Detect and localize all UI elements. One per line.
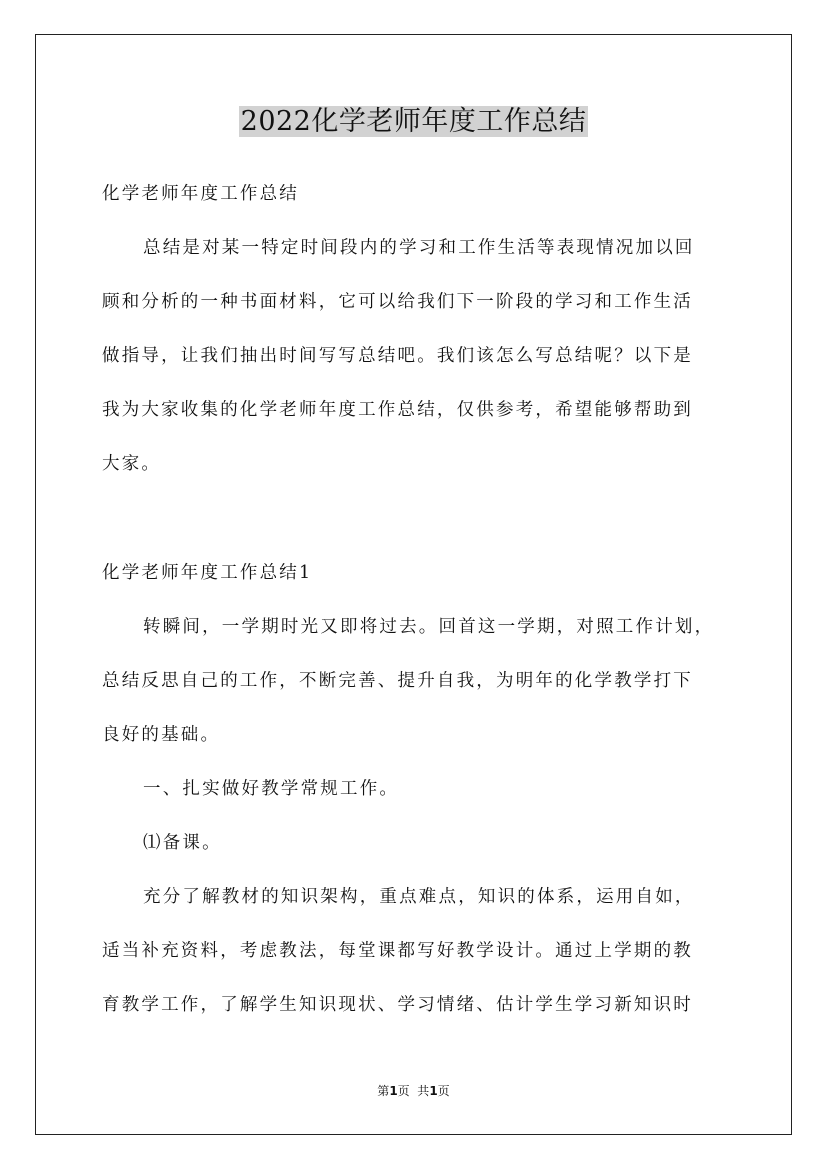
footer-suffix: 页 [437, 1084, 450, 1098]
paragraph-line: 育教学工作，了解学生知识现状、学习情绪、估计学生学习新知识时 [102, 995, 693, 1015]
document-title [0, 103, 827, 141]
footer-mid: 页 共 [397, 1084, 430, 1098]
footer-page-number: 1 [389, 1084, 398, 1098]
page-footer [0, 1082, 827, 1100]
paragraph-line: 良好的基础。 [102, 725, 221, 745]
paragraph-line: 做指导，让我们抽出时间写写总结吧。我们该怎么写总结呢？以下是 [102, 346, 693, 366]
paragraph-line: 总结是对某一特定时间段内的学习和工作生活等表现情况加以回 [143, 238, 695, 258]
paragraph-line: 转瞬间，一学期时光又即将过去。回首这一学期，对照工作计划， [143, 617, 715, 637]
subheading-line: ⑴备课。 [143, 833, 222, 853]
paragraph-line: 总结反思自己的工作，不断完善、提升自我，为明年的化学教学打下 [102, 671, 693, 691]
section-heading-intro: 化学老师年度工作总结 [102, 184, 299, 204]
document-title-text: 2022化学老师年度工作总结 [240, 106, 587, 137]
paragraph-line: 我为大家收集的化学老师年度工作总结，仅供参考，希望能够帮助到 [102, 400, 693, 420]
footer-prefix: 第 [377, 1084, 390, 1098]
footer-total-pages: 1 [429, 1084, 438, 1098]
paragraph-line: 充分了解教材的知识架构，重点难点，知识的体系，运用自如， [143, 887, 695, 907]
section-heading-1: 化学老师年度工作总结1 [102, 563, 313, 583]
paragraph-line: 大家。 [102, 454, 162, 474]
paragraph-line: 顾和分析的一种书面材料，它可以给我们下一阶段的学习和工作生活 [102, 292, 693, 312]
subheading-line: 一、扎实做好教学常规工作。 [143, 779, 400, 799]
paragraph-line: 适当补充资料，考虑教法，每堂课都写好教学设计。通过上学期的教 [102, 941, 693, 961]
